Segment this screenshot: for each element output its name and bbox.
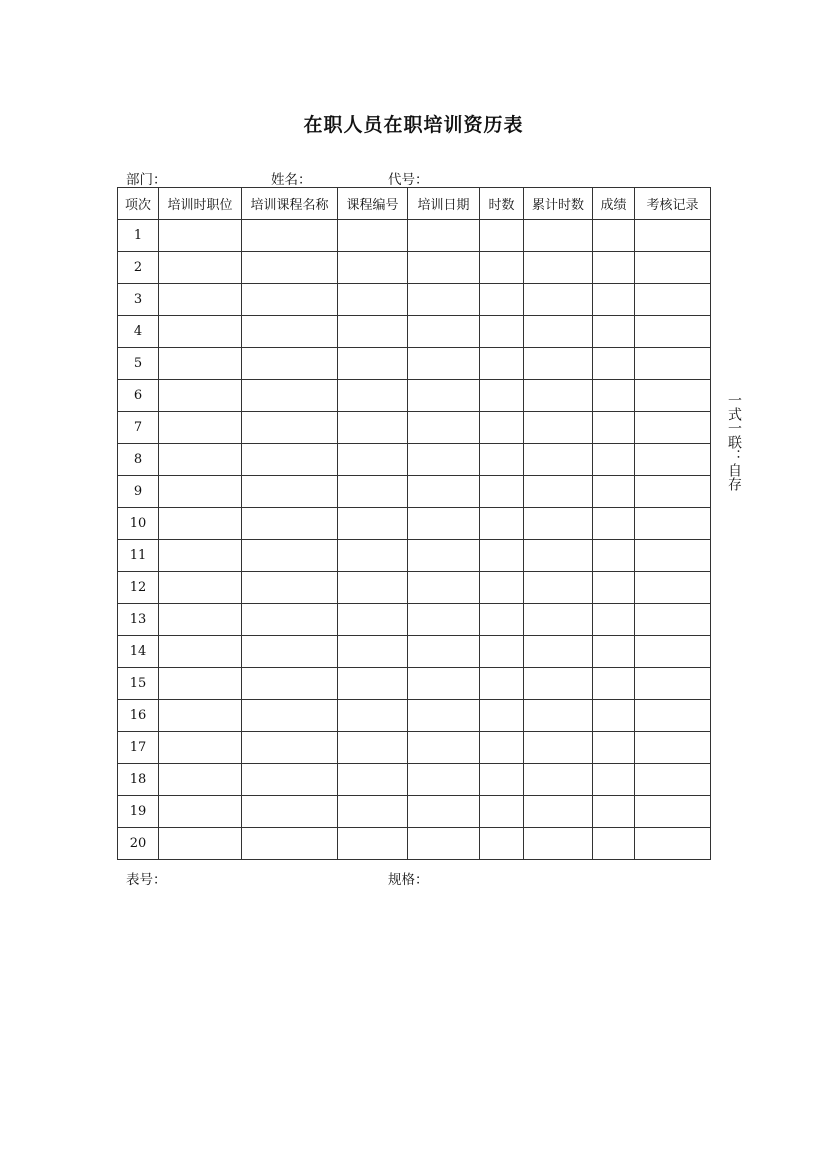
col-header-course-name: 培训课程名称 — [242, 188, 338, 220]
row-index: 2 — [118, 252, 159, 284]
table-cell[interactable] — [635, 668, 711, 700]
table-cell[interactable] — [242, 348, 338, 380]
table-row — [118, 252, 711, 284]
table-cell[interactable] — [159, 540, 242, 572]
table-cell[interactable] — [338, 444, 408, 476]
table-cell[interactable] — [159, 380, 242, 412]
spec-label: 规格： — [388, 872, 429, 888]
table-cell[interactable] — [242, 732, 338, 764]
table-cell[interactable] — [242, 444, 338, 476]
table-cell[interactable] — [408, 540, 480, 572]
table-cell[interactable] — [408, 348, 480, 380]
row-index: 10 — [118, 508, 159, 540]
row-index: 16 — [118, 700, 159, 732]
table-cell[interactable] — [159, 796, 242, 828]
side-note: 一式一联：自存 — [726, 393, 742, 491]
table-cell[interactable] — [338, 796, 408, 828]
col-header-date: 培训日期 — [408, 188, 480, 220]
table-cell[interactable] — [524, 796, 593, 828]
row-index: 12 — [118, 572, 159, 604]
table-cell[interactable] — [159, 508, 242, 540]
table-cell[interactable] — [593, 700, 635, 732]
code-label: 代号： — [388, 172, 429, 188]
table-cell[interactable] — [593, 444, 635, 476]
table-row — [118, 476, 711, 508]
table-cell[interactable] — [242, 700, 338, 732]
table-cell[interactable] — [338, 732, 408, 764]
row-index: 14 — [118, 636, 159, 668]
table-cell[interactable] — [524, 220, 593, 252]
table-cell[interactable] — [338, 700, 408, 732]
table-cell[interactable] — [635, 636, 711, 668]
table-cell[interactable] — [593, 508, 635, 540]
table-cell[interactable] — [524, 444, 593, 476]
table-cell[interactable] — [159, 636, 242, 668]
table-cell[interactable] — [408, 412, 480, 444]
table-cell[interactable] — [159, 572, 242, 604]
table-cell[interactable] — [593, 636, 635, 668]
table-cell[interactable] — [159, 284, 242, 316]
row-index: 5 — [118, 348, 159, 380]
table-row — [118, 732, 711, 764]
table-row — [118, 572, 711, 604]
table-row — [118, 764, 711, 796]
table-row — [118, 604, 711, 636]
col-header-course-code: 课程编号 — [338, 188, 408, 220]
table-cell[interactable] — [408, 764, 480, 796]
table-cell[interactable] — [524, 764, 593, 796]
table-cell[interactable] — [408, 828, 480, 860]
table-row — [118, 220, 711, 252]
table-cell[interactable] — [635, 316, 711, 348]
table-cell[interactable] — [408, 380, 480, 412]
training-record-table — [117, 187, 711, 860]
col-header-hours: 时数 — [480, 188, 524, 220]
table-cell[interactable] — [635, 732, 711, 764]
row-index: 17 — [118, 732, 159, 764]
table-cell[interactable] — [242, 476, 338, 508]
table-row — [118, 668, 711, 700]
table-cell[interactable] — [338, 828, 408, 860]
table-row — [118, 796, 711, 828]
table-cell[interactable] — [635, 284, 711, 316]
table-cell[interactable] — [524, 668, 593, 700]
row-index: 20 — [118, 828, 159, 860]
table-cell[interactable] — [480, 508, 524, 540]
table-cell[interactable] — [242, 412, 338, 444]
table-row — [118, 444, 711, 476]
table-cell[interactable] — [524, 636, 593, 668]
table-cell[interactable] — [338, 508, 408, 540]
table-cell[interactable] — [524, 732, 593, 764]
table-cell[interactable] — [338, 572, 408, 604]
table-row — [118, 508, 711, 540]
table-cell[interactable] — [338, 412, 408, 444]
table-cell[interactable] — [593, 476, 635, 508]
table-cell[interactable] — [338, 476, 408, 508]
table-cell[interactable] — [242, 764, 338, 796]
table-cell[interactable] — [480, 412, 524, 444]
table-cell[interactable] — [635, 220, 711, 252]
table-cell[interactable] — [159, 220, 242, 252]
table-cell[interactable] — [480, 476, 524, 508]
row-index: 7 — [118, 412, 159, 444]
row-index: 3 — [118, 284, 159, 316]
table-row — [118, 828, 711, 860]
table-cell[interactable] — [242, 828, 338, 860]
table-cell[interactable] — [338, 380, 408, 412]
table-cell[interactable] — [524, 700, 593, 732]
table-cell[interactable] — [635, 540, 711, 572]
row-index: 13 — [118, 604, 159, 636]
table-cell[interactable] — [408, 636, 480, 668]
table-cell[interactable] — [408, 572, 480, 604]
table-cell[interactable] — [524, 828, 593, 860]
col-header-index: 项次 — [118, 188, 159, 220]
col-header-assessment: 考核记录 — [635, 188, 711, 220]
name-label: 姓名： — [271, 172, 312, 188]
row-index: 18 — [118, 764, 159, 796]
table-cell[interactable] — [159, 828, 242, 860]
table-cell[interactable] — [593, 828, 635, 860]
col-header-cumulative-hours: 累计时数 — [524, 188, 593, 220]
table-cell[interactable] — [480, 796, 524, 828]
table-cell[interactable] — [338, 668, 408, 700]
table-cell[interactable] — [635, 796, 711, 828]
table-cell[interactable] — [159, 252, 242, 284]
table-cell[interactable] — [524, 316, 593, 348]
row-index: 6 — [118, 380, 159, 412]
table-cell[interactable] — [480, 252, 524, 284]
row-index: 9 — [118, 476, 159, 508]
table-cell[interactable] — [593, 252, 635, 284]
table-cell[interactable] — [635, 444, 711, 476]
table-cell[interactable] — [480, 604, 524, 636]
table-cell[interactable] — [480, 220, 524, 252]
table-cell[interactable] — [408, 252, 480, 284]
table-cell[interactable] — [524, 412, 593, 444]
table-cell[interactable] — [480, 764, 524, 796]
table-cell[interactable] — [524, 348, 593, 380]
table-cell[interactable] — [159, 700, 242, 732]
department-label: 部门： — [126, 172, 167, 188]
table-cell[interactable] — [635, 764, 711, 796]
table-cell[interactable] — [524, 476, 593, 508]
table-cell[interactable] — [480, 700, 524, 732]
table-cell[interactable] — [159, 764, 242, 796]
table-cell[interactable] — [480, 444, 524, 476]
table-cell[interactable] — [524, 604, 593, 636]
table-cell[interactable] — [480, 316, 524, 348]
table-row — [118, 636, 711, 668]
table-cell[interactable] — [635, 604, 711, 636]
table-cell[interactable] — [524, 540, 593, 572]
table-cell[interactable] — [408, 796, 480, 828]
col-header-score: 成绩 — [593, 188, 635, 220]
table-cell[interactable] — [242, 604, 338, 636]
table-cell[interactable] — [408, 508, 480, 540]
table-cell[interactable] — [159, 476, 242, 508]
table-cell[interactable] — [338, 220, 408, 252]
table-cell[interactable] — [242, 220, 338, 252]
table-cell[interactable] — [338, 348, 408, 380]
table-cell[interactable] — [635, 700, 711, 732]
table-cell[interactable] — [524, 252, 593, 284]
table-cell[interactable] — [593, 316, 635, 348]
table-cell[interactable] — [480, 348, 524, 380]
table-cell[interactable] — [480, 284, 524, 316]
table-cell[interactable] — [480, 636, 524, 668]
table-row — [118, 700, 711, 732]
col-header-position: 培训时职位 — [159, 188, 242, 220]
row-index: 8 — [118, 444, 159, 476]
table-cell[interactable] — [242, 316, 338, 348]
table-cell[interactable] — [635, 380, 711, 412]
form-number-label: 表号： — [126, 872, 167, 888]
table-cell[interactable] — [408, 316, 480, 348]
table-cell[interactable] — [159, 444, 242, 476]
table-cell[interactable] — [593, 348, 635, 380]
table-cell[interactable] — [159, 604, 242, 636]
table-cell[interactable] — [338, 284, 408, 316]
table-cell[interactable] — [242, 540, 338, 572]
table-cell[interactable] — [480, 540, 524, 572]
table-cell[interactable] — [242, 252, 338, 284]
table-cell[interactable] — [524, 284, 593, 316]
table-cell[interactable] — [593, 796, 635, 828]
table-cell[interactable] — [593, 540, 635, 572]
row-index: 1 — [118, 220, 159, 252]
table-cell[interactable] — [242, 508, 338, 540]
table-cell[interactable] — [242, 796, 338, 828]
table-row — [118, 316, 711, 348]
row-index: 4 — [118, 316, 159, 348]
table-cell[interactable] — [408, 668, 480, 700]
table-cell[interactable] — [593, 668, 635, 700]
table-row — [118, 540, 711, 572]
table-cell[interactable] — [159, 412, 242, 444]
table-cell[interactable] — [480, 732, 524, 764]
table-cell[interactable] — [338, 764, 408, 796]
table-cell[interactable] — [242, 668, 338, 700]
table-cell[interactable] — [338, 252, 408, 284]
table-cell[interactable] — [593, 732, 635, 764]
table-cell[interactable] — [524, 572, 593, 604]
table-cell[interactable] — [593, 284, 635, 316]
table-cell[interactable] — [159, 316, 242, 348]
table-cell[interactable] — [635, 828, 711, 860]
table-cell[interactable] — [338, 316, 408, 348]
table-cell[interactable] — [159, 732, 242, 764]
table-cell[interactable] — [593, 220, 635, 252]
table-cell[interactable] — [408, 284, 480, 316]
table-cell[interactable] — [408, 604, 480, 636]
table-cell[interactable] — [593, 572, 635, 604]
table-cell[interactable] — [524, 380, 593, 412]
table-row — [118, 348, 711, 380]
table-cell[interactable] — [242, 636, 338, 668]
table-cell[interactable] — [338, 636, 408, 668]
table-cell[interactable] — [480, 572, 524, 604]
table-cell[interactable] — [593, 764, 635, 796]
table-cell[interactable] — [408, 700, 480, 732]
table-cell[interactable] — [242, 284, 338, 316]
table-cell[interactable] — [338, 604, 408, 636]
table-cell[interactable] — [635, 252, 711, 284]
table-cell[interactable] — [408, 476, 480, 508]
table-cell[interactable] — [635, 476, 711, 508]
row-index: 15 — [118, 668, 159, 700]
table-cell[interactable] — [159, 348, 242, 380]
table-cell[interactable] — [242, 572, 338, 604]
table-cell[interactable] — [635, 412, 711, 444]
table-header-row — [118, 188, 711, 220]
table-cell[interactable] — [593, 604, 635, 636]
table-cell[interactable] — [408, 220, 480, 252]
table-cell[interactable] — [338, 540, 408, 572]
table-cell[interactable] — [408, 732, 480, 764]
table-cell[interactable] — [480, 828, 524, 860]
table-cell[interactable] — [593, 412, 635, 444]
table-cell[interactable] — [635, 348, 711, 380]
table-cell[interactable] — [480, 668, 524, 700]
table-cell[interactable] — [593, 380, 635, 412]
row-index: 11 — [118, 540, 159, 572]
table-cell[interactable] — [159, 668, 242, 700]
table-cell[interactable] — [524, 508, 593, 540]
row-index: 19 — [118, 796, 159, 828]
table-row — [118, 380, 711, 412]
table-cell[interactable] — [408, 444, 480, 476]
table-cell[interactable] — [480, 380, 524, 412]
table-row — [118, 284, 711, 316]
page-title: 在职人员在职培训资历表 — [303, 114, 524, 136]
table-row — [118, 412, 711, 444]
table-cell[interactable] — [635, 572, 711, 604]
table-cell[interactable] — [635, 508, 711, 540]
table-cell[interactable] — [242, 380, 338, 412]
